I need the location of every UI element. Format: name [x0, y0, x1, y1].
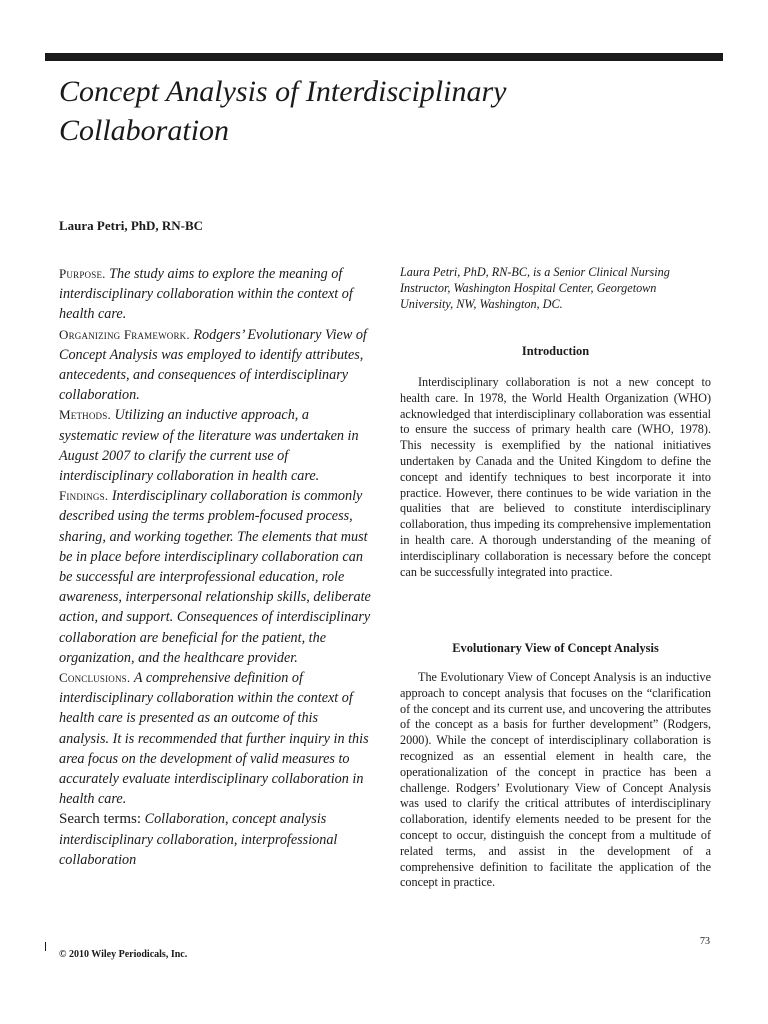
methods-label: Methods. [59, 407, 111, 423]
abstract-methods [59, 405, 371, 486]
findings-label: Findings. [59, 488, 109, 504]
page-number: 73 [700, 936, 710, 947]
purpose-text: The study aims to explore the meaning of interdisciplinary collaboration within the context of health care. [59, 266, 353, 323]
conclusions-label: Conclusions. [59, 670, 131, 686]
abstract-findings [59, 486, 371, 668]
introduction-heading: Introduction [521, 344, 590, 358]
search-terms-label: Search terms: [59, 811, 142, 828]
evolutionary-section [400, 670, 711, 891]
introduction-section-heading [400, 344, 711, 360]
abstract-framework [59, 325, 371, 406]
conclusions-text: A comprehensive definition of interdisciplinary collaboration within the context of health care is presented as an outcome of this analysis. It is recommended that further inquiry in this area focus on the development of valid measures to accurately evaluate interdisciplinary collaboration in health care. [59, 670, 369, 808]
methods-text: Utilizing an inductive approach, a systematic review of the literature was undertaken in August 2007 to clarify the current use of interdisciplinary collaboration in health care. [59, 407, 359, 485]
evolutionary-heading: Evolutionary View of Concept Analysis [452, 641, 659, 655]
footer-rule [45, 942, 46, 951]
evolutionary-section-heading [400, 641, 711, 657]
search-terms-text: Collaboration, concept analysis interdisciplinary collaboration, interprofessional collaboration [59, 811, 338, 868]
abstract-purpose [59, 264, 371, 325]
title-line-1: Concept Analysis of Interdisciplinary [59, 75, 507, 108]
purpose-label: Purpose. [59, 266, 106, 281]
abstract-conclusions [59, 668, 371, 809]
abstract [59, 264, 371, 870]
author-name: Laura Petri, PhD, RN-BC [59, 218, 204, 233]
copyright-notice: © 2010 Wiley Periodicals, Inc. [59, 949, 188, 960]
introduction-section [400, 375, 711, 580]
author-affiliation: Laura Petri, PhD, RN-BC, is a Senior Clinical Nursing Instructor, Washington Hospital Center, Georgetown University, NW, Washington, DC. [400, 265, 670, 312]
framework-label: Organizing Framework. [59, 326, 190, 342]
findings-text: Interdisciplinary collaboration is commonly described using the terms problem-focused process, sharing, and working together. The elements that must be in place before interdisciplinary collaboration can be successful are interprofessional education, role awareness, interpersonal relationship skills, deliberate action, and support. Consequences of interdisciplinary collaboration are beneficial for the patient, the organization, and the healthcare provider. [59, 488, 371, 666]
evolutionary-paragraph: The Evolutionary View of Concept Analysis is an inductive approach to concept analysis that focuses on the “clarification of the concept and its current use, and uncovering the attributes of the concept as a basis for further development” (Rodgers, 2000). While the concept of interdisciplinary collaboration is recognized as an essential element in health care, the operationalization of the concept in practice has been a challenge. Rodgers’ Evolutionary View of Concept Analysis was used to clarify the critical attributes of interdisciplinary collaboration, identify elements needed to be present for the concept to occur, distinguish the concept from a multitude of related terms, and assist in the development of a comprehensive definition to facilitate the application of the concept in practice. [400, 670, 711, 890]
framework-text: Rodgers’ Evolutionary View of Concept Analysis was employed to identify attributes, antecedents, and consequences of interdisciplinary collaboration. [59, 326, 367, 404]
introduction-paragraph: Interdisciplinary collaboration is not a new concept to health care. In 1978, the World Health Organization (WHO) acknowledged that interdisciplinary collaboration was essential to ensure the success of primary health care (WHO, 1978). This necessity is exemplified by the national initiatives undertaken by Canada and the United Kingdom to define the concept and identify techniques to best incorporate it into practice. However, there continues to be wide variation in the qualities that are believed to constitute interdisciplinary collaboration, thus impeding its comprehensive implementation in health care. A thorough understanding of the meaning of interdisciplinary collaboration is necessary before the concept can be successfully integrated into practice. [400, 375, 711, 579]
article-title [59, 72, 699, 150]
abstract-search-terms [59, 809, 371, 870]
top-rule [45, 53, 723, 61]
title-line-2: Collaboration [59, 114, 230, 147]
